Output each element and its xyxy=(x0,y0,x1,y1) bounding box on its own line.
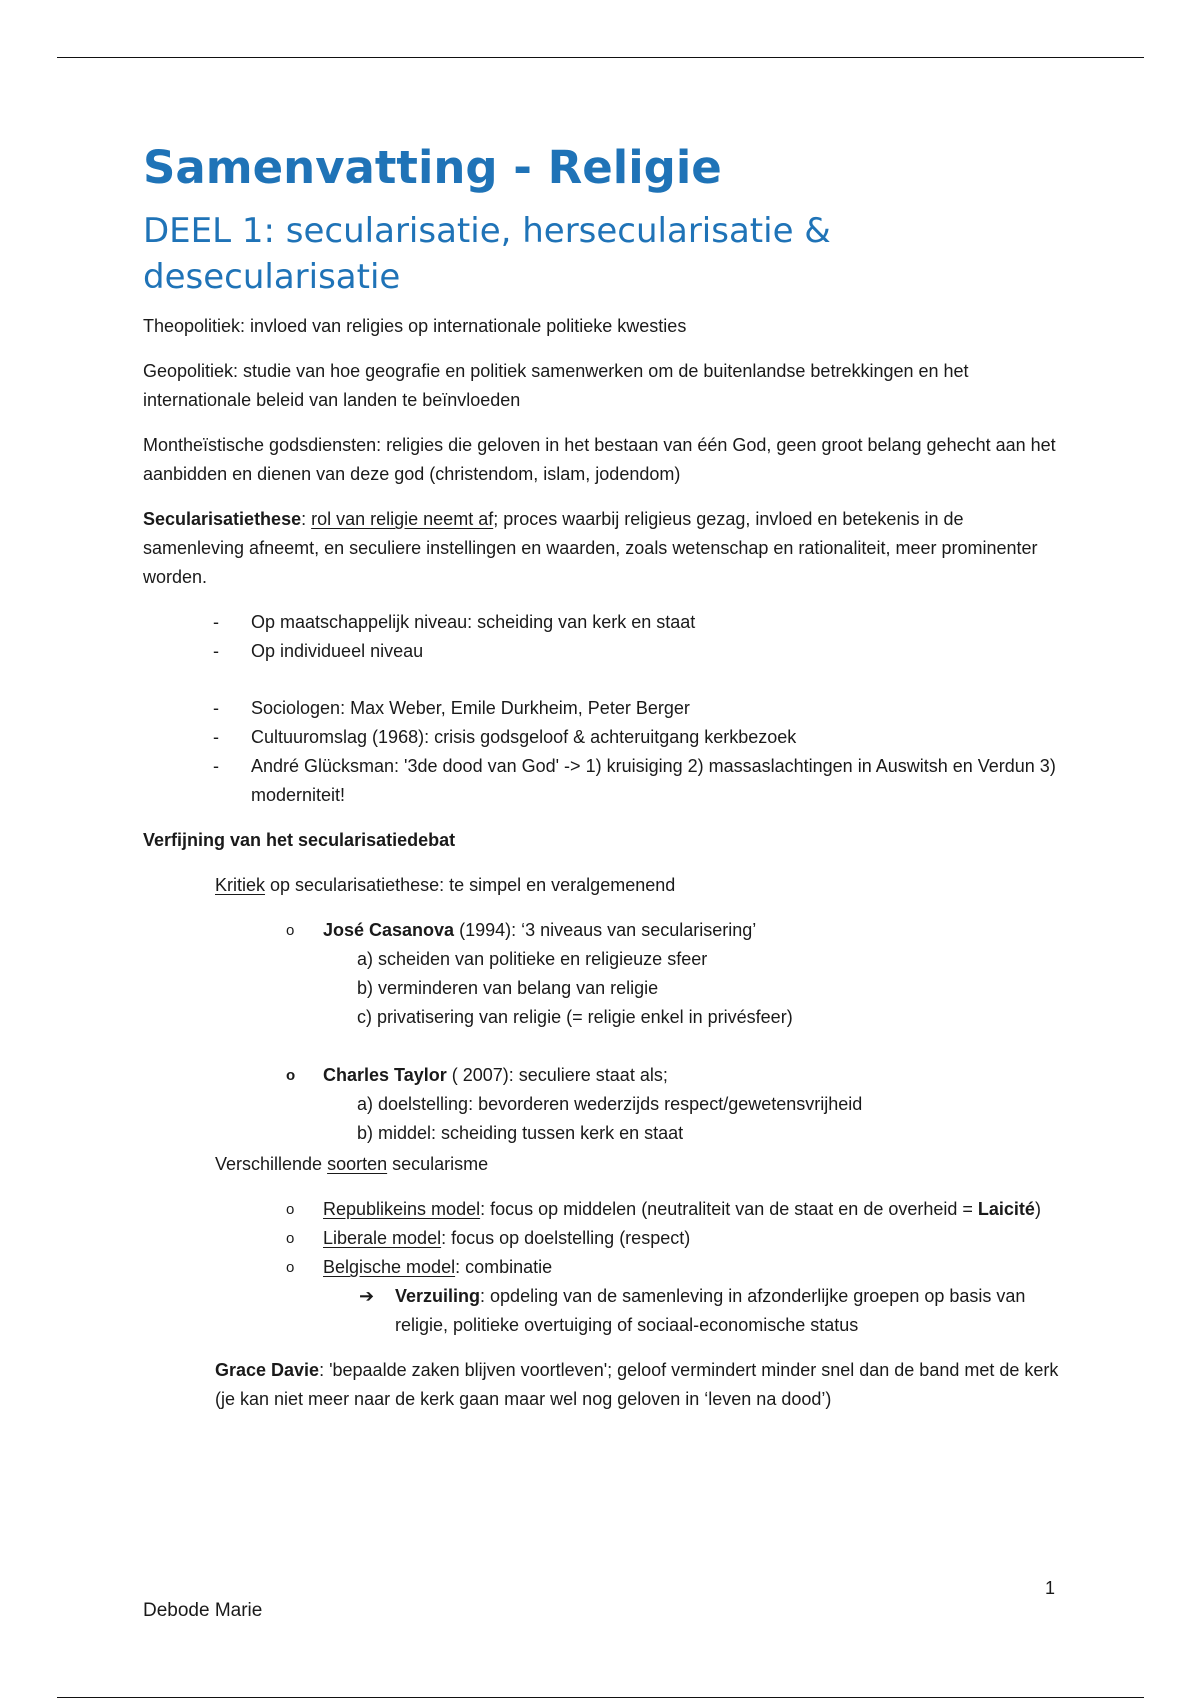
header-rule xyxy=(57,57,1144,58)
footer-author: Debode Marie xyxy=(143,1600,263,1621)
circle-bullet: o xyxy=(286,1230,295,1247)
bullet-marker: - xyxy=(213,727,219,747)
subsection-heading xyxy=(143,826,1063,855)
person-name: José Casanova xyxy=(323,920,455,940)
casanova-list xyxy=(143,916,1063,945)
circle-bullet: o xyxy=(286,1067,296,1084)
taylor-list xyxy=(143,1061,1063,1090)
document-body xyxy=(143,140,1063,1414)
list-item xyxy=(143,723,1063,752)
list-item xyxy=(143,1195,1063,1224)
list-item-text: : combinatie xyxy=(455,1257,553,1277)
person-name: Charles Taylor xyxy=(323,1065,447,1085)
definition-monotheisme: Montheïstische godsdiensten: religies die geloven in het bestaan van één God, geen groot belang gehecht aan het aanbidden en dienen van deze god (christendom, islam, jodendom) xyxy=(143,435,1056,484)
kritiek-text: op secularisatiethese: te simpel en veralgemenend xyxy=(265,875,676,895)
list-item-text: Op maatschappelijk niveau: scheiding van kerk en staat xyxy=(251,612,696,632)
list-item xyxy=(143,694,1063,723)
bullet-marker: - xyxy=(213,612,219,632)
sub-item: a) scheiden van politieke en religieuze sfeer xyxy=(357,949,708,969)
verzuiling-item xyxy=(143,1282,1063,1340)
underlined-phrase: rol van religie neemt af xyxy=(311,509,494,529)
soorten-pre: Verschillende xyxy=(215,1154,328,1174)
definition-geopolitiek: Geopolitiek: studie van hoe geografie en politiek samenwerken om de buitenlandse betrekkingen en het internationale beleid van landen te beïnvloeden xyxy=(143,361,969,410)
sub-item: c) privatisering van religie (= religie enkel in privésfeer) xyxy=(357,1007,793,1027)
term-bold: Secularisatiethese xyxy=(143,509,302,529)
list-item xyxy=(143,608,1063,637)
bold-term: Laicité xyxy=(977,1199,1035,1219)
list-item xyxy=(143,752,1063,810)
page-number: 1 xyxy=(1045,1578,1056,1598)
person-name: Grace Davie xyxy=(215,1360,320,1380)
verzuiling-text: : opdeling van de samenleving in afzonderlijke groepen op basis van religie, politieke overtuiging of sociaal-economische status xyxy=(395,1286,1026,1335)
underlined-word: soorten xyxy=(327,1154,388,1174)
models-list xyxy=(143,1195,1063,1282)
facts-list xyxy=(143,694,1063,810)
colon: : xyxy=(301,509,312,529)
list-item xyxy=(143,637,1063,666)
list-item-text: Cultuuromslag (1968): crisis godsgeloof & achteruitgang kerkbezoek xyxy=(251,727,797,747)
list-item-text: André Glücksman: '3de dood van God' -> 1) kruisiging 2) massaslachtingen in Auswitsh en Verdun 3) moderniteit! xyxy=(251,756,1056,805)
bold-term: Verzuiling xyxy=(395,1286,481,1306)
list-item-text: : focus op middelen (neutraliteit van de staat en de overheid = xyxy=(480,1199,978,1219)
list-item xyxy=(143,1061,1063,1090)
list-item-text: (1994): ‘3 niveaus van secularisering’ xyxy=(454,920,757,940)
list-item xyxy=(143,1224,1063,1253)
circle-bullet: o xyxy=(286,922,295,939)
davie-paragraph xyxy=(143,1356,1063,1414)
sub-item: b) verminderen van belang van religie xyxy=(357,978,659,998)
kritiek-line xyxy=(143,871,1063,900)
list-item xyxy=(143,1253,1063,1282)
model-name: Belgische model xyxy=(323,1257,456,1277)
sub-item: a) doelstelling: bevorderen wederzijds respect/gewetensvrijheid xyxy=(357,1094,863,1114)
sub-item: b) middel: scheiding tussen kerk en staat xyxy=(357,1123,684,1143)
document-title: Samenvatting - Religie xyxy=(143,141,722,194)
arrow-right-icon: ➔ xyxy=(359,1286,375,1306)
section-heading: DEEL 1: secularisatie, hersecularisatie & desecularisatie xyxy=(143,211,831,297)
list-item-text: : focus op doelstelling (respect) xyxy=(441,1228,691,1248)
level-list xyxy=(143,608,1063,666)
definition-theopolitiek: Theopolitiek: invloed van religies op internationale politieke kwesties xyxy=(143,316,687,336)
model-name: Liberale model xyxy=(323,1228,442,1248)
paragraph-text: ; proces waarbij religieus gezag, invloed en betekenis in de samenleving afneemt, en seculiere instellingen en waarden, zoals wetenschap en rationaliteit, meer prominenter worden. xyxy=(143,509,1038,587)
model-name: Republikeins model xyxy=(323,1199,481,1219)
bullet-marker: - xyxy=(213,698,219,718)
list-item-text: ) xyxy=(1034,1199,1041,1219)
soorten-post: secularisme xyxy=(387,1154,489,1174)
bullet-marker: - xyxy=(213,756,219,776)
list-item-text: ( 2007): seculiere staat als; xyxy=(446,1065,668,1085)
subsection-heading-text: Verfijning van het secularisatiedebat xyxy=(143,830,456,850)
list-item-text: Sociologen: Max Weber, Emile Durkheim, Peter Berger xyxy=(251,698,690,718)
list-item-text: Op individueel niveau xyxy=(251,641,424,661)
list-item xyxy=(143,916,1063,945)
circle-bullet: o xyxy=(286,1201,295,1218)
circle-bullet: o xyxy=(286,1259,295,1276)
bullet-marker: - xyxy=(213,641,219,661)
footer-rule xyxy=(57,1697,1144,1698)
secularisatiethese-paragraph xyxy=(143,505,1063,592)
underlined-word: Kritiek xyxy=(215,875,266,895)
paragraph-text: : 'bepaalde zaken blijven voortleven'; geloof vermindert minder snel dan de band met de kerk (je kan niet meer naar de kerk gaan maar wel nog geloven in ‘leven na dood’) xyxy=(215,1360,1059,1409)
soorten-line xyxy=(143,1150,1063,1179)
